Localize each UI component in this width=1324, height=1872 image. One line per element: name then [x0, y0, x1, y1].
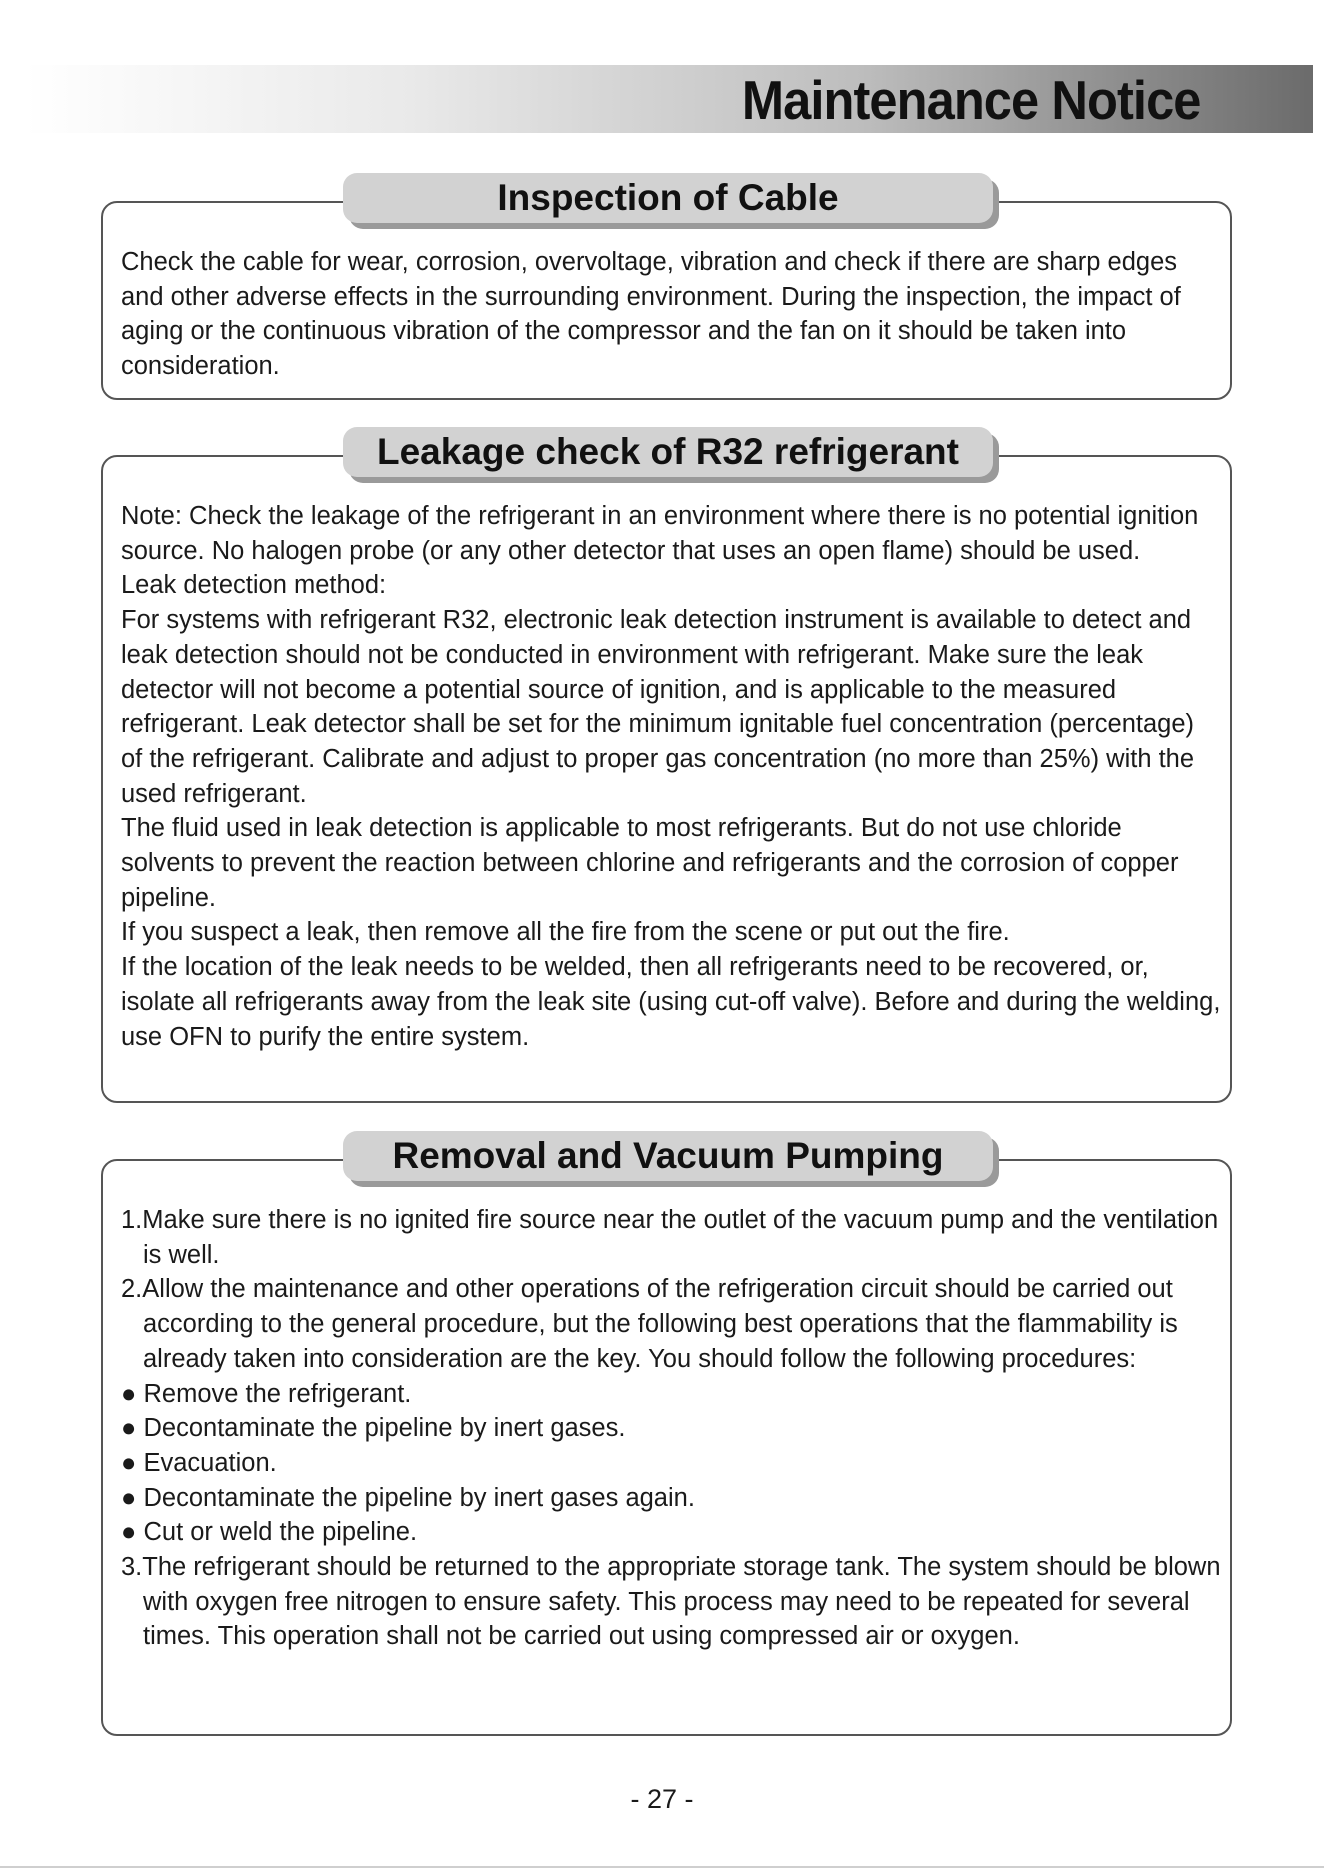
section-inspection-of-cable	[101, 177, 1232, 400]
bullet-item: ● Cut or weld the pipeline.	[121, 1518, 418, 1547]
paragraph: For systems with refrigerant R32, electronic leak detection instrument is available to detect and leak detection should not be conducted in environment with refrigerant. Make sure the leak detector will not become a potential source of ignition, and is applicable to the measured refrigerant. Leak detector shall be set for the minimum ignitable fuel concentration (percentage) of the refrigerant. Calibrate and adjust to proper gas concentration (no more than 25%) with the used refrigerant.	[121, 606, 1195, 808]
bullet-item: ● Decontaminate the pipeline by inert gases again.	[121, 1483, 695, 1512]
paragraph: Note: Check the leakage of the refrigerant in an environment where there is no potential ignition source. No halogen probe (or any other detector that uses an open flame) should be used.	[121, 502, 1199, 565]
header-band	[25, 65, 1313, 133]
bottom-rule	[0, 1866, 1324, 1868]
paragraph: If you suspect a leak, then remove all the fire from the scene or put out the fire.	[121, 918, 1010, 947]
numbered-item: 3.The refrigerant should be returned to the appropriate storage tank. The system should be blown with oxygen free nitrogen to ensure safety. This process may need to be repeated for several times. This operation shall not be carried out using compressed air or oxygen.	[121, 1553, 1221, 1651]
paragraph: Check the cable for wear, corrosion, overvoltage, vibration and check if there are sharp edges and other adverse effects in the surrounding environment. During the inspection, the impact of aging or the continuous vibration of the compressor and the fan on it should be taken into consideration.	[121, 248, 1181, 381]
section-body	[121, 499, 1222, 1054]
section-title: Removal and Vacuum Pumping	[343, 1131, 993, 1181]
paragraph: The fluid used in leak detection is applicable to most refrigerants. But do not use chloride solvents to prevent the reaction between chlorine and refrigerants and the corrosion of copper pipeline.	[121, 814, 1179, 912]
section-title: Inspection of Cable	[343, 173, 993, 223]
page-title: Maintenance Notice	[742, 69, 1201, 131]
section-leakage-check	[101, 431, 1232, 1103]
section-removal-and-vacuum-pumping	[101, 1135, 1232, 1736]
numbered-item: 1.Make sure there is no ignited fire source near the outlet of the vacuum pump and the ventilation is well.	[121, 1206, 1219, 1269]
numbered-item: 2.Allow the maintenance and other operations of the refrigeration circuit should be carried out according to the general procedure, but the following best operations that the flammability is already taken into consideration are the key. You should follow the following procedures:	[121, 1275, 1178, 1373]
bullet-item: ● Remove the refrigerant.	[121, 1379, 412, 1408]
bullet-item: ● Evacuation.	[121, 1448, 277, 1477]
section-title: Leakage check of R32 refrigerant	[343, 427, 993, 477]
paragraph: Leak detection method:	[121, 571, 387, 600]
paragraph: If the location of the leak needs to be welded, then all refrigerants need to be recovered, or, isolate all refrigerants away from the leak site (using cut-off valve). Before and during the welding, use OFN to purify the entire system.	[121, 953, 1221, 1051]
page-number: - 27 -	[630, 1784, 694, 1814]
bullet-item: ● Decontaminate the pipeline by inert gases.	[121, 1414, 626, 1443]
section-body	[121, 1203, 1222, 1654]
section-body	[121, 245, 1222, 384]
